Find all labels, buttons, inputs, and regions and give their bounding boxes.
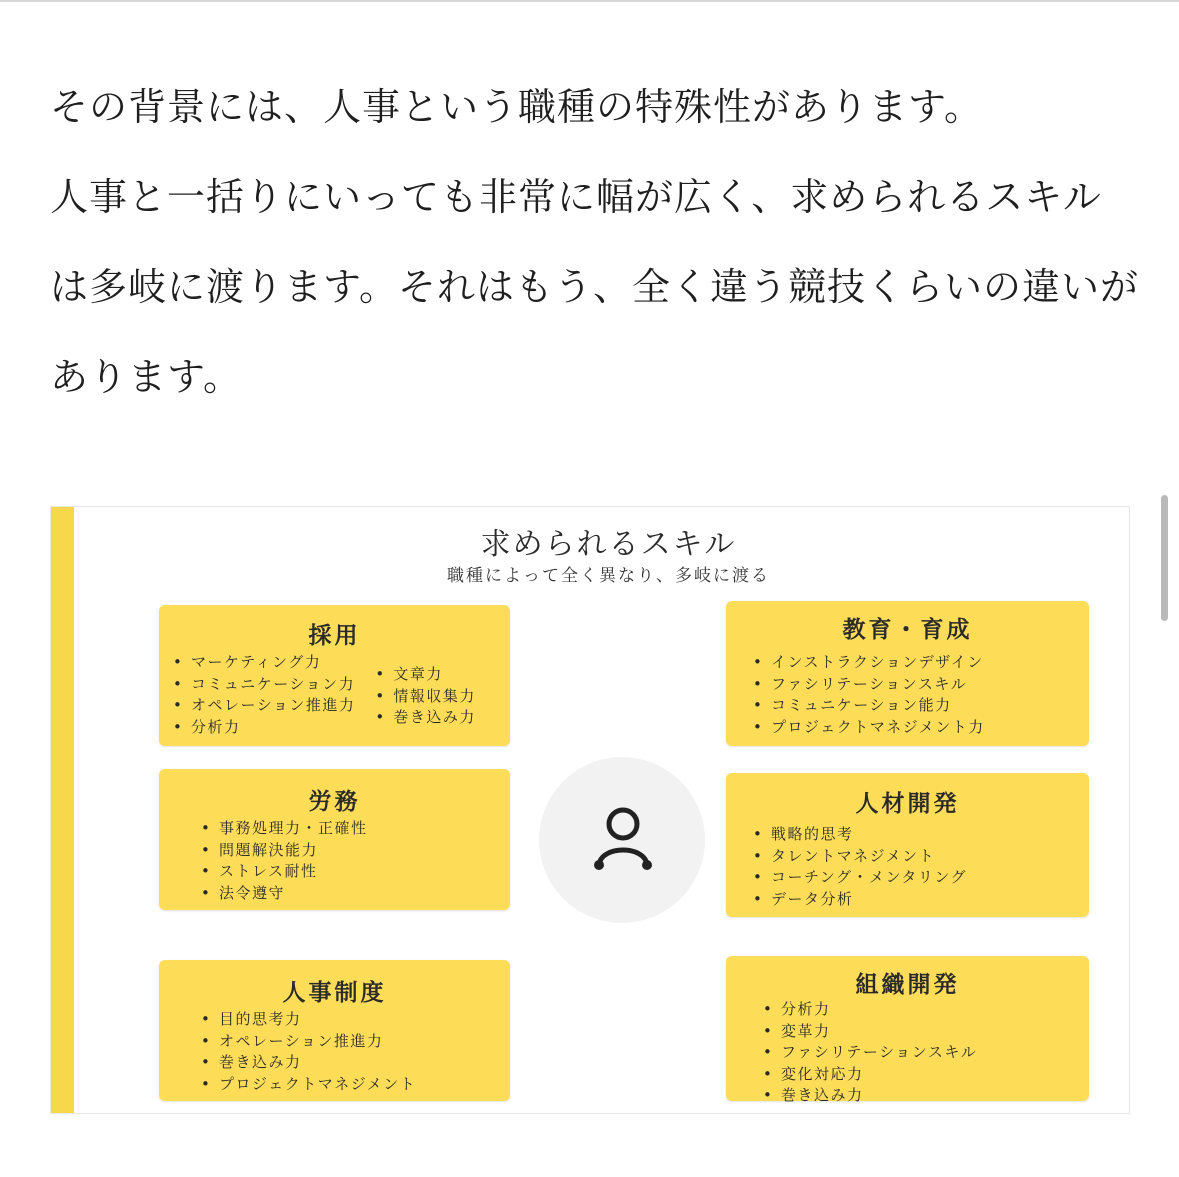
list-item: • プロジェクトマネジメント <box>201 1074 510 1096</box>
list-item: • コミュニケーション能力 <box>753 695 1089 717</box>
list-item: • データ分析 <box>753 889 1089 911</box>
list-item: • 巻き込み力 <box>375 707 476 729</box>
article-body <box>50 62 1140 422</box>
card-list <box>726 999 1089 1107</box>
card-title: 人材開発 <box>855 791 960 817</box>
list-item: • 問題解決能力 <box>201 840 510 862</box>
list-item: • ファシリテーションスキル <box>763 1042 1089 1064</box>
list-item: • ストレス耐性 <box>201 861 510 883</box>
list-item: • インストラクションデザイン <box>753 652 1089 674</box>
list-item: • コミュニケーション力 <box>173 674 355 696</box>
card-title: 人事制度 <box>282 980 387 1006</box>
list-item: • ファシリテーションスキル <box>753 674 1089 696</box>
card-list <box>726 824 1089 910</box>
figure-title: 求められるスキル <box>480 527 737 562</box>
list-item: • 変化対応力 <box>763 1064 1089 1086</box>
list-item: • 文章力 <box>375 664 476 686</box>
card-title: 教育・育成 <box>842 617 973 643</box>
list-item: • 情報収集力 <box>375 686 476 708</box>
article-paragraph: その背景には、人事という職種の特殊性があります。 <box>50 85 983 129</box>
card-list <box>159 1009 510 1095</box>
article-paragraph: 人事と一括りにいっても非常に幅が広く、求められるスキルは多岐に渡ります。それはもう、全く違う競技くらいの違いがあります。 <box>50 175 1139 399</box>
card-list-right <box>375 652 476 738</box>
list-item: • 事務処理力・正確性 <box>201 818 510 840</box>
card-saiyou <box>159 605 510 746</box>
center-avatar-circle <box>539 757 705 923</box>
list-item: • マーケティング力 <box>173 652 355 674</box>
figure-accent-bar <box>51 507 74 1113</box>
list-item: • 分析力 <box>173 717 355 739</box>
list-item: • オペレーション推進力 <box>173 695 355 717</box>
skills-figure <box>50 506 1130 1114</box>
card-list-left <box>173 652 355 738</box>
list-item: • コーチング・メンタリング <box>753 867 1089 889</box>
list-item: • 目的思考力 <box>201 1009 510 1031</box>
figure-subtitle: 職種によって全く異なり、多岐に渡る <box>447 566 770 586</box>
list-item: • 戦略的思考 <box>753 824 1089 846</box>
card-jinzai <box>726 773 1089 917</box>
list-item: • 変革力 <box>763 1021 1089 1043</box>
card-title: 労務 <box>308 789 361 815</box>
card-jinji-seido <box>159 960 510 1101</box>
card-title: 採用 <box>308 623 361 649</box>
list-item: • 法令遵守 <box>201 883 510 905</box>
card-kyouiku <box>726 601 1089 746</box>
list-item: • オペレーション推進力 <box>201 1031 510 1053</box>
list-item: • プロジェクトマネジメント力 <box>753 717 1089 739</box>
top-divider <box>0 0 1179 2</box>
person-icon <box>592 805 654 871</box>
list-item: • 巻き込み力 <box>201 1052 510 1074</box>
card-soshiki <box>726 956 1089 1104</box>
card-roumu <box>159 769 510 910</box>
card-list <box>159 818 510 904</box>
list-item: • 巻き込み力 <box>763 1085 1089 1107</box>
card-list <box>726 652 1089 738</box>
list-item: • 分析力 <box>763 999 1089 1021</box>
card-title: 組織開発 <box>855 972 960 998</box>
list-item: • タレントマネジメント <box>753 846 1089 868</box>
